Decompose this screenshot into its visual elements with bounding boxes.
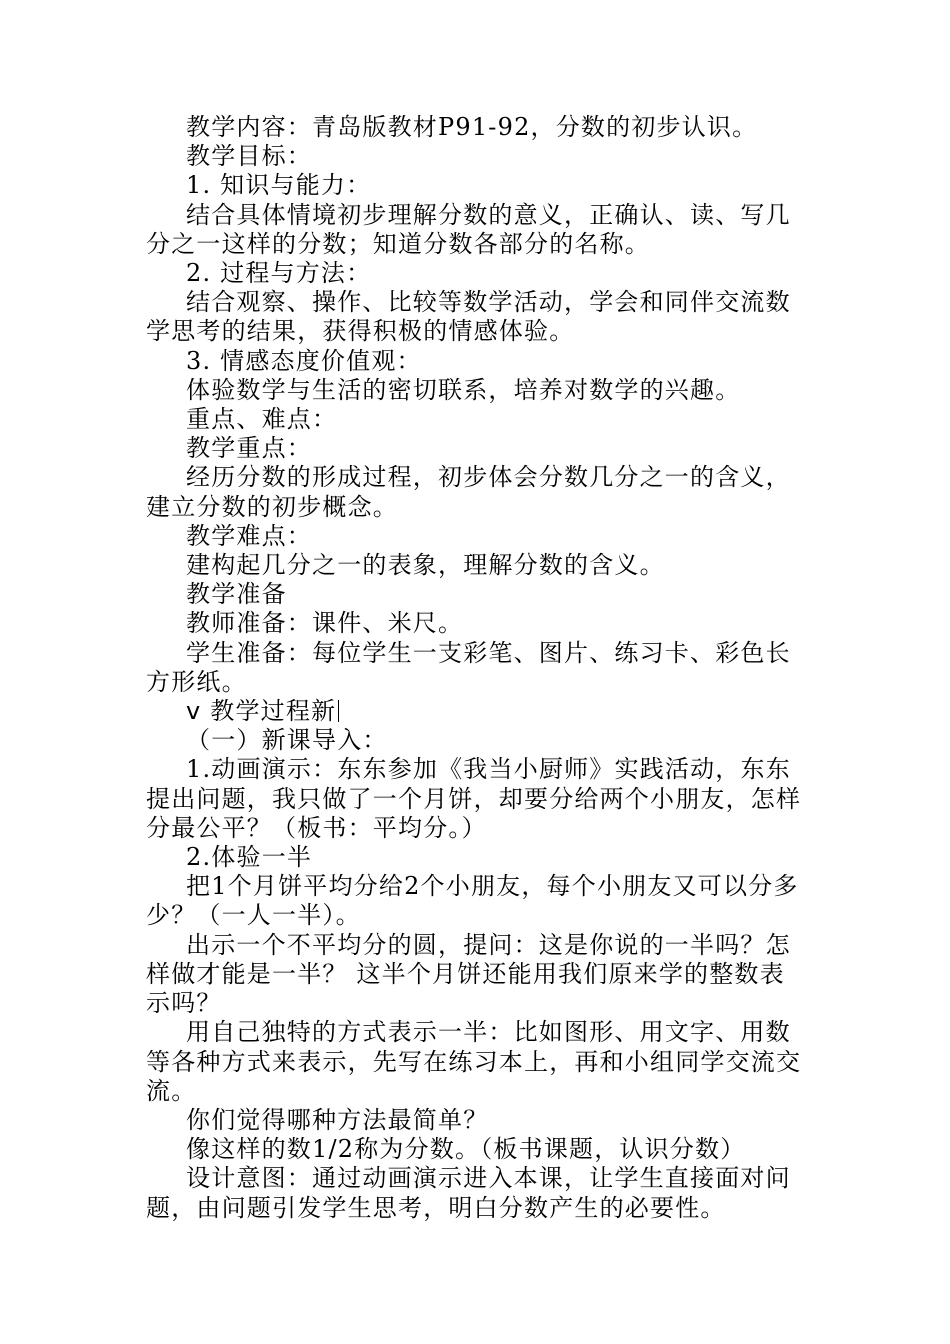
step-2-represent: 用自己独特的方式表示一半：比如图形、用文字、用数等各种方式来表示，先写在练习本上，再和小组同学交流交流。: [146, 1018, 802, 1105]
design-intent: 设计意图：通过动画演示进入本课，让学生直接面对问题，由问题引发学生思考，明白分数产生的必要性。: [146, 1164, 791, 1222]
goal-3-heading: 3. 情感态度价值观：: [186, 346, 422, 375]
process-heading: [146, 697, 806, 726]
goal-2-text: 结合观察、操作、比较等数学活动，学会和同伴交流数学思考的结果，获得积极的情感体验。: [146, 288, 791, 346]
section-1-heading: （一）新课导入：: [186, 726, 388, 755]
difficulty-heading: 教学难点：: [186, 521, 312, 550]
step-2-question: 把1个月饼平均分给2个小朋友，每个小朋友又可以分多少？（一人一半）。: [146, 872, 799, 930]
difficulty-text: 建构起几分之一的表象，理解分数的含义。: [186, 551, 665, 580]
key-points-heading: 重点、难点：: [186, 405, 338, 434]
teaching-goals-heading: 教学目标：: [186, 142, 312, 171]
step-2-heading: 2.体验一半: [186, 843, 313, 872]
bullet-marker: v: [186, 697, 202, 726]
goal-2-heading: 2. 过程与方法：: [186, 259, 372, 288]
key-point-heading: 教学重点：: [186, 434, 312, 463]
step-2-fraction: 像这样的数1/2称为分数。（板书课题，认识分数）: [186, 1135, 746, 1164]
process-heading-text: 教学过程新: [210, 697, 337, 726]
text-cursor: [338, 700, 339, 722]
goal-3-text: 体验数学与生活的密切联系，培养对数学的兴趣。: [186, 375, 741, 404]
document-body: [146, 113, 806, 1223]
teacher-preparation: 教师准备：课件、米尺。: [186, 609, 464, 638]
step-1-animation: 1.动画演示：东东参加《我当小厨师》实践活动，东东提出问题，我只做了一个月饼，却要分给两个小朋友，怎样分最公平？（板书：平均分。）: [146, 755, 802, 842]
key-point-text: 经历分数的形成过程，初步体会分数几分之一的含义，建立分数的初步概念。: [146, 463, 791, 521]
goal-1-text: 结合具体情境初步理解分数的意义，正确认、读、写几分之一这样的分数；知道分数各部分的名称。: [146, 200, 791, 258]
step-2-circle: 出示一个不平均分的圆，提问：这是你说的一半吗？怎样做才能是一半？ 这半个月饼还能用我们原来学的整数表示吗？: [146, 930, 791, 1018]
teaching-content: 教学内容：青岛版教材P91-92，分数的初步认识。: [186, 113, 758, 141]
goal-1-heading: 1. 知识与能力：: [186, 171, 372, 200]
preparation-heading: 教学准备: [186, 580, 287, 609]
student-preparation: 学生准备：每位学生一支彩笔、图片、练习卡、彩色长方形纸。: [146, 638, 791, 696]
step-2-simplest: 你们觉得哪种方法最简单？: [186, 1105, 489, 1134]
